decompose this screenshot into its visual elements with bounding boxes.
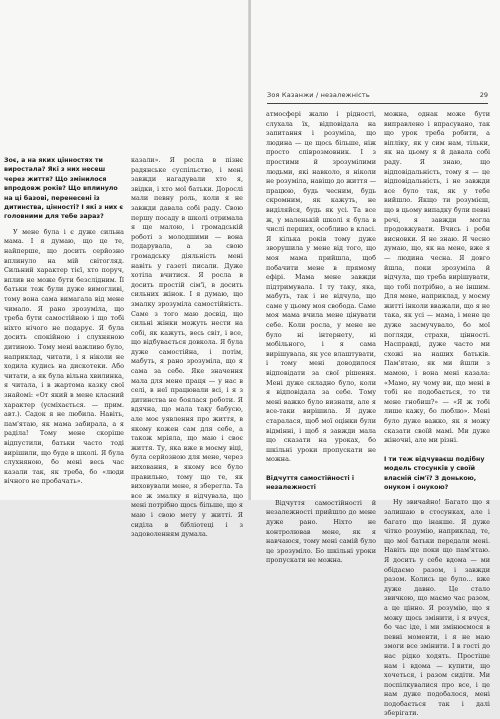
body-paragraph: можна, однак може бути виправлено і впрасувано, так що урок треба робити, а віпліку, як у сим нам, тільки, як на цьому я й давала собі раду. Я знаю, що відповідальність, тому я — це відповідальність, і не завжди все було так, як у тебе вийшло. Якщо ти розумієш, що в цьому випадку були певні речі, я завжди могла продовжувати. Вчись і роби висновки. Я не знаю. Я чесно думаю, що, як на мене, вже я — людина чесна. Я довго йшла, поки зрозуміла й відчула, що треба вирішувати, що тобі потрібно, а не іншим. Для мене, наприклад, у моєму житті інколи вважали, що я не така, як усі — мама, і мене це дуже засмучувало, бо мої погляди, страхи, цінності. Насправді, дуже часто ми схожі на наших батьків. Пам'ятаю, як ми йшли з мамою, і вона мені казала: «Мамо, ну чому ви, що мені в тобі не подобається, то ти мене гнобиш?» — «Я ж тобі лише кажу, бо люблю». Мені було дуже важко, як я можу сказати своїй мамі. Ми дуже жіночні, але ми різні. — [384, 110, 490, 445]
interview-question: Зоє, а на яких цінностях ти виростала? Які з них несеш через життя? Що змінилося впродовж років? Що вплинуло на ці базові, перенесені із дитинства, цінності? І які з них є головними для тебе зараз? — [4, 157, 124, 221]
right-page-column-2 — [384, 110, 490, 719]
body-paragraph: Ну звичайно! Багато що я залишаю в стосунках, але і багато що інакше. Я дуже чітко розумію, наприклад, те, що мої батьки передали мені. Навіть ще поки що пам'ятаю. Я досить у себе вдома — ми обідаємо разом, і завжди разом. Колись це було... вже дуже давно. Це стало звичкою, що маємо час разом, а це цінно. Я розумію, що я можу щось змінити, і я вчуся, бо час іде, і ми змінюємося в певні моменти, і я не маю змоги все змінити. І в гості до нас рідко ходять. Простіше нам і вдома — купити, що хочеться, і разом сидіти. Ми поспілкувалися про все, і це нам дуже подобалося, мені подобається так і далі зберігати. — [384, 498, 490, 718]
header-rule — [267, 103, 488, 104]
left-page — [0, 0, 249, 539]
left-page-column-2 — [131, 156, 243, 540]
section-heading: Відчуття самостійності і незалежності — [266, 474, 354, 492]
body-paragraph: атмосфері жалю і рідності, слухала їх, відповідала на запитання і розуміла, що людина — це щось більше, ніж просто співрозмовник. І з простими й зрозумілими людьми, які навколо, я ніколи не розуміла, навіщо до життя — працюю, будь чесним, будь скромним, як кажуть, не виділяйся, будь як усі. Та все ж, у маленькій школі я була в числі перших, особливо в класі. Я кілька років тому дуже зворушила у мене від того, що моя мама прийшла, щоб побачити мене в прямому ефірі. Мама мене завжди підтримувала. І ту таку, яка, мабуть, так і не відчула, що саме у цьому моя свобода. Саме моя мама вчила мене цінувати себе. Коли росла, у мене не було ні інтернету, ні мобільного, і я сама вирішувала, як усе влаштувати, і тому мені доводилося відповідати за свої рішення. Мені дуже складно було, коли я відповідала за себе. Тому мені важко було визнати, але я все-таки вирішила. Я дуже старалася, щоб мої оцінки були відмінні, і щоб я завжди мала що сказати на уроках, бо шкільні уроки пропускати не можна. — [266, 110, 377, 464]
right-page — [251, 0, 500, 718]
body-paragraph: Відчуття самостійності й незалежності прийшло до мене дуже рано. Ніхто не контролював мене, як я навчаюся, тому мені самій було це зрозуміло. Бо шкільні уроки пропускати не можна. — [266, 498, 376, 565]
right-page-column-1 — [266, 110, 376, 566]
left-page-column-1 — [4, 156, 124, 487]
page-number: 29 — [479, 91, 488, 99]
running-head-title: Зоя Казанжи / незалежність — [267, 91, 370, 99]
body-paragraph: казали». Я росла в пізнє радянське суспільство, і мені завжди нагадували хто я, звідки, і хто мої батьки. Дорослі мали певну роль, коли я не завжди давала собі раду. Свою першу посаду в школі отримала я ще малою, і громадській роботі з молодшими — вона подарувала, а за свою громадську діяльність мені навіть у газеті писали. Дуже хотіла вчитися. Я росла в досить простій сім'ї, в досить сильних жінок. І я думаю, що змалку зрозуміла самостійність. Саме з того маю досвід, що сильні жінки можуть нести на собі, як кажуть, весь світ, і все, що відбувається довкола. Я була дуже самостійна, і потім, мабуть, я рано зрозуміла, що я сама за себе. Яке значення мала для мене праця — у нас в селі, в неї працювали всі, і я з дитинства не боялася роботи. Я вдячна, що мала таку бабусю, але моє уявлення про життя, в якому кожен сам для себе, а також мріяла, що маю і своє життя. Ту, яка вже в моєму віці, була серйозною для мене, через виховання, в якому все було правильно, тому що те, як виховували мене, я зберегла. Та все ж змалку я відчувала, що мені потрібно щось більше, що я маю і свою мету у житті. Я сиділа в бібліотеці і з задоволенням думала. — [131, 156, 243, 539]
running-head — [267, 91, 488, 103]
body-paragraph: У мене була і є дуже сильна мама. І я думаю, що це те, найперше, що досить серйозно вплинуло на мій світогляд. Сильний характер тієї, хто поруч, вплив не може бути безслідним. Її батьки теж були дуже вимогливі, тому вона сама вимагала від мене чимало. Я рано зрозуміла, що треба бути самостійною і що тобі ніхто нічого не подарує. Я була досить спокійною і слухняною дитиною. Тому мені важливо було, наприклад, читати, і я ніколи не ходила кудись на дискотеки. Або читати, а як була вільна хвилинка, я читала, і в жартома казку свої знайомі: «От який в мене класний характер (усміхається. — прим. авт.). Садок я не любила. Навіть, пам'ятаю, як мама забирала, а я раділа! Тому мене скоріше відпустили, батьки часто тоді вирішили, що буде в школі. Я була слухняною, бо мені весь час казали так, як треба, бо «люди вічного не пробачать». — [4, 227, 124, 486]
interview-question: І ти теж відчуваєш подібну модель стосунків у своїй власній сім'ї? З донькою, онуком і онукою? — [384, 455, 485, 491]
